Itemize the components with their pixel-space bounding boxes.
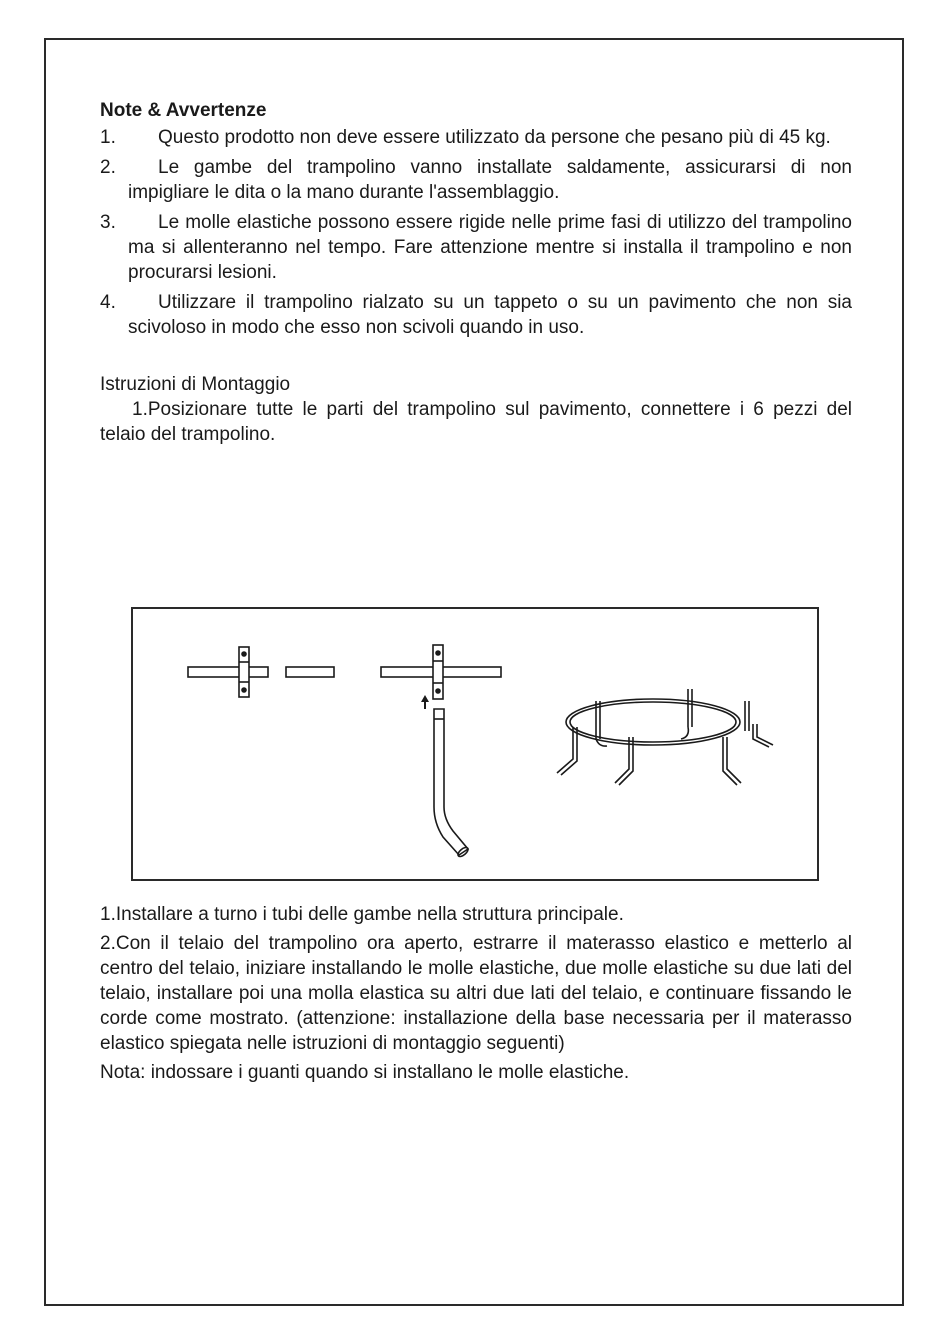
steps-section: [100, 902, 852, 1089]
note-number: 2.: [100, 157, 116, 178]
note-item-3: [100, 210, 852, 285]
note-number: 3.: [100, 212, 116, 233]
note-item-4: [100, 290, 852, 340]
note-text: Questo prodotto non deve essere utilizzato da persone che pesano più di 45 kg.: [158, 127, 831, 148]
cross-connector-left: [188, 647, 268, 697]
assembly-intro: 1.Posizionare tutte le parti del trampolino sul pavimento, connettere i 6 pezzi del telaio del trampolino.: [100, 399, 852, 445]
note-number: 1.: [100, 127, 116, 148]
note-text: Le gambe del trampolino vanno installate saldamente, assicurarsi di non impigliare le dita o la mano durante l'assemblaggio.: [128, 157, 852, 203]
note-text: Le molle elastiche possono essere rigide nelle prime fasi di utilizzo del trampolino ma si allenteranno nel tempo. Fare attenzione mentre si installa il trampolino e non procurarsi lesioni.: [128, 212, 852, 283]
step-1: 1.Installare a turno i tubi delle gambe nella struttura principale.: [100, 904, 624, 925]
note-number: 4.: [100, 292, 116, 313]
assembly-title: Istruzioni di Montaggio: [100, 374, 291, 395]
step-2: 2.Con il telaio del trampolino ora aperto, estrarre il materasso elastico e metterlo al centro del telaio, iniziare installando le molle elastiche, due molle elastiche su due lati del telaio, installare poi una molla elastica su altri due lati del telaio, e continuare fissando le corde come mostrato. (attenzione: installazione della base necessaria per il materasso elastico spiegata nelle istruzioni di montaggio seguenti): [100, 933, 852, 1054]
note-item-1: [100, 125, 852, 150]
tube-segment: [286, 667, 334, 677]
notes-section: [100, 98, 852, 447]
assembly-illustration: [133, 609, 821, 883]
note-text: Utilizzare il trampolino rialzato su un tappeto o su un pavimento che non sia scivoloso in modo che esso non scivoli quando in uso.: [128, 292, 852, 338]
assembly-diagram: [131, 607, 819, 881]
assembled-frame: [557, 689, 773, 785]
gloves-note: Nota: indossare i guanti quando si installano le molle elastiche.: [100, 1062, 630, 1083]
arrow-up-icon: [421, 695, 429, 709]
note-item-2: [100, 155, 852, 205]
cross-connector-right: [381, 645, 501, 699]
notes-heading: Note & Avvertenze: [100, 100, 267, 121]
leg-tube: [434, 709, 470, 858]
